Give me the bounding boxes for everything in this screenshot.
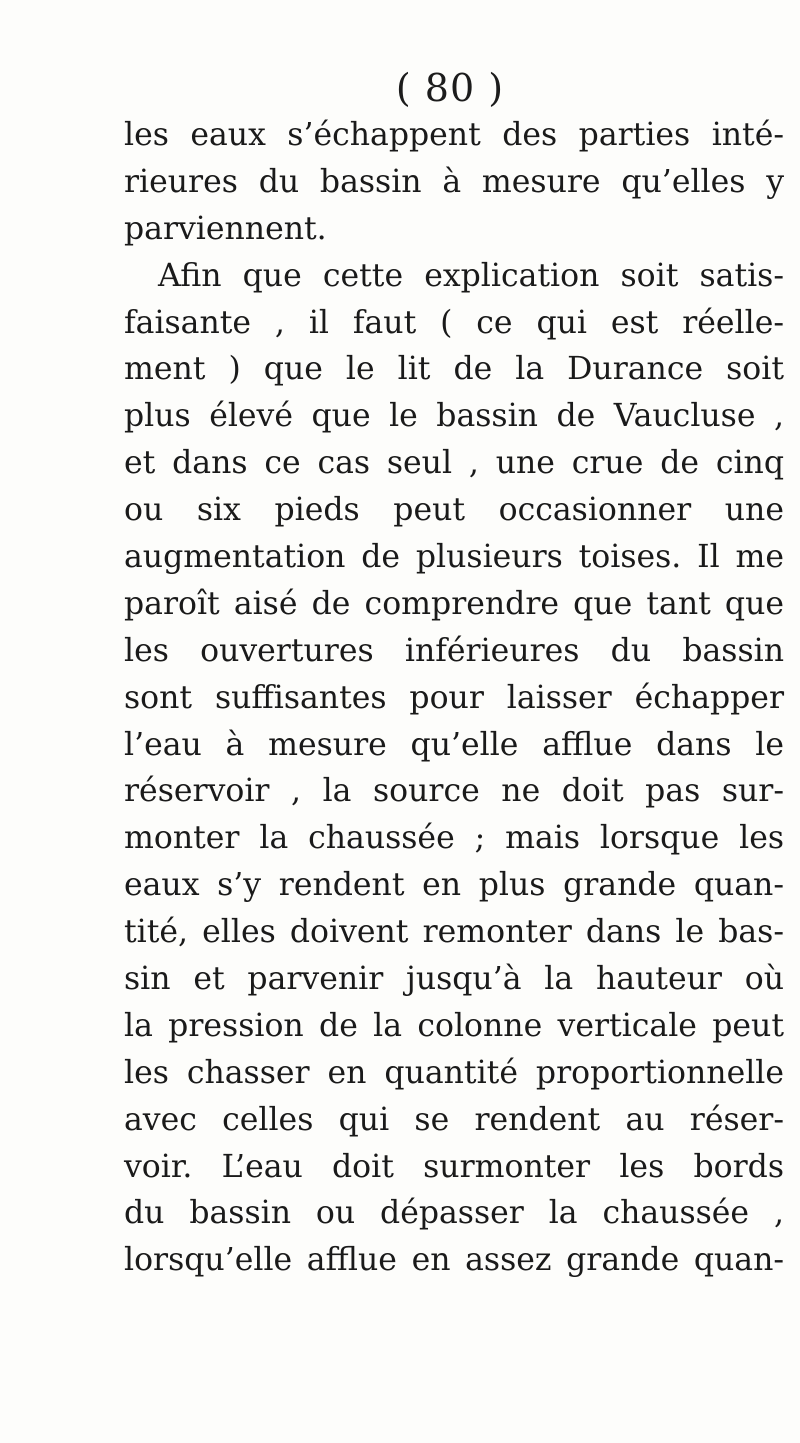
text-line: eaux s’y rendent en plus grande quan- [124, 867, 784, 904]
text-line: réservoir , la source ne doit pas sur- [124, 773, 784, 810]
text-line: et dans ce cas seul , une crue de cinq [124, 445, 784, 482]
text-line: parviennent. [124, 210, 327, 247]
text-line: du bassin ou dépasser la chaussée , [124, 1195, 784, 1232]
text-line: les chasser en quantité proportionnelle [124, 1054, 784, 1091]
page-number: ( 80 ) [395, 66, 505, 110]
text-line: monter la chaussée ; mais lorsque les [124, 820, 784, 857]
text-line: Afin que cette explication soit satis- [158, 257, 784, 294]
text-line: les eaux s’échappent des parties inté- [124, 117, 784, 153]
text-line: ou six pieds peut occasionner une [124, 492, 784, 529]
body-text [124, 112, 784, 1284]
text-line: augmentation de plusieurs toises. Il me [124, 539, 784, 576]
text-line: rieures du bassin à mesure qu’elles y [124, 163, 784, 200]
text-line: sin et parvenir jusqu’à la hauteur où [124, 961, 784, 998]
text-line: l’eau à mesure qu’elle afflue dans le [124, 726, 784, 763]
text-line: sont suffisantes pour laisser échapper [124, 679, 784, 716]
text-line: avec celles qui se rendent au réser- [124, 1101, 784, 1138]
text-line: les ouvertures inférieures du bassin [124, 632, 784, 669]
text-line: ment ) que le lit de la Durance soit [124, 351, 784, 388]
text-line: paroît aisé de comprendre que tant que [124, 585, 784, 622]
text-line: faisante , il faut ( ce qui est réelle- [124, 304, 784, 341]
text-line: plus élevé que le bassin de Vaucluse , [124, 398, 784, 435]
text-line: tité, elles doivent remonter dans le bas- [124, 914, 784, 951]
text-line: lorsqu’elle afflue en assez grande quan- [124, 1242, 784, 1279]
text-line: voir. L’eau doit surmonter les bords [124, 1148, 784, 1185]
text-line: la pression de la colonne verticale peut [124, 1007, 784, 1044]
